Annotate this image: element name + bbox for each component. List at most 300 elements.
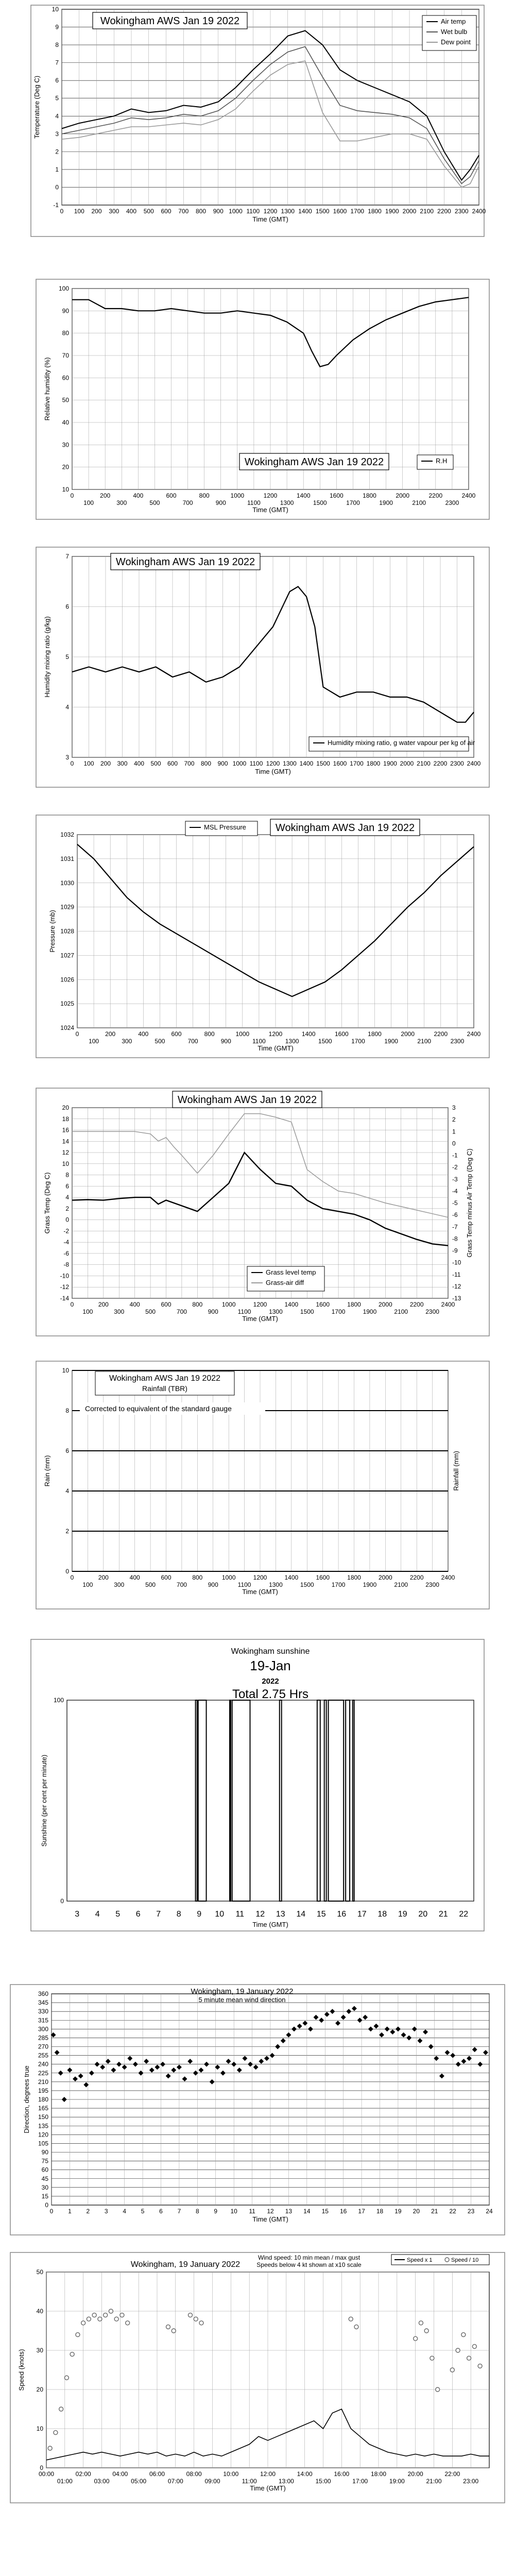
- y-tick-label: 225: [38, 2069, 48, 2077]
- gust-point: [48, 2446, 52, 2450]
- x-tick-label: 1700: [350, 760, 364, 767]
- x-tick-label: 500: [145, 1581, 156, 1588]
- x-tick-label: 2300: [450, 1038, 465, 1045]
- x-tick-label: 900: [215, 499, 226, 506]
- x-tick-label: 2100: [420, 208, 434, 215]
- y-axis-label: Grass Temp (Deg C): [43, 1172, 51, 1234]
- pressure-chart-panel: [0, 814, 515, 1059]
- x-tick-label: 18: [376, 2208, 384, 2215]
- gust-point: [92, 2313, 96, 2317]
- x-tick-label: 1000: [221, 1301, 236, 1308]
- y2-tick-label: 2: [452, 1116, 456, 1124]
- x-tick-label: 22:00: [444, 2470, 460, 2478]
- x-tick-label: 2200: [437, 208, 451, 215]
- y-tick-label: 90: [62, 307, 69, 315]
- y2-tick-label: -1: [452, 1151, 458, 1159]
- y-tick-label: 255: [38, 2052, 48, 2059]
- x-tick-label: 6: [159, 2208, 163, 2215]
- wind-direction-chart-panel: [0, 1984, 515, 2236]
- legend-entry: Dew point: [441, 38, 471, 46]
- y2-tick-label: -10: [452, 1259, 461, 1266]
- x-tick-label: 18: [377, 1910, 387, 1919]
- x-tick-label: 1600: [316, 1574, 330, 1581]
- x-tick-label: 17: [357, 1910, 367, 1919]
- x-tick-label: 100: [74, 208, 84, 215]
- gust-point: [478, 2364, 482, 2368]
- x-tick-label: 800: [199, 492, 210, 499]
- y-tick-label: 8: [65, 1171, 69, 1179]
- x-tick-label: 3: [75, 1910, 80, 1919]
- x-tick-label: 20: [413, 2208, 420, 2215]
- x-tick-label: 10: [230, 2208, 237, 2215]
- x-tick-label: 2100: [417, 760, 431, 767]
- x-tick-label: 06:00: [149, 2470, 165, 2478]
- gust-point: [98, 2317, 102, 2321]
- x-tick-label: 1800: [366, 760, 381, 767]
- gust-point: [467, 2356, 471, 2360]
- x-tick-label: 15: [321, 2208, 329, 2215]
- x-tick-label: 2300: [450, 760, 464, 767]
- x-tick-label: 300: [117, 760, 128, 767]
- x-tick-label: 1400: [299, 760, 314, 767]
- y-tick-label: 1030: [60, 879, 74, 887]
- x-tick-label: 1700: [346, 499, 360, 506]
- x-tick-label: 1900: [385, 208, 399, 215]
- x-tick-label: 2100: [417, 1038, 432, 1045]
- x-tick-label: 700: [182, 499, 193, 506]
- year-label: 2022: [262, 1677, 279, 1686]
- y-tick-label: 135: [38, 2122, 48, 2130]
- y-tick-label: 2: [55, 148, 59, 156]
- y-tick-label: 3: [55, 130, 59, 138]
- x-tick-label: 1: [68, 2208, 72, 2215]
- chart-subtitle-2: Speeds below 4 kt shown at x10 scale: [256, 2261, 362, 2268]
- gust-point: [424, 2329, 428, 2333]
- x-tick-label: 1700: [331, 1308, 346, 1315]
- y-tick-label: 10: [62, 486, 69, 493]
- y-tick-label: -8: [63, 1261, 69, 1268]
- rain-chart: [0, 1360, 515, 1610]
- y2-tick-label: -7: [452, 1223, 458, 1231]
- x-tick-label: 1300: [269, 1581, 283, 1588]
- x-tick-label: 2000: [401, 1030, 415, 1038]
- y-tick-label: 195: [38, 2087, 48, 2094]
- x-tick-label: 9: [214, 2208, 218, 2215]
- y-tick-label: 7: [65, 553, 69, 560]
- x-tick-label: 3: [104, 2208, 108, 2215]
- y-tick-label: 10: [62, 1367, 69, 1374]
- pressure-chart: [0, 814, 515, 1059]
- legend-entry: Grass level temp: [266, 1268, 316, 1276]
- x-tick-label: 1300: [281, 208, 295, 215]
- wind-direction-chart: [0, 1984, 515, 2236]
- x-tick-label: 900: [208, 1308, 218, 1315]
- gust-point: [171, 2329, 176, 2333]
- x-tick-label: 700: [178, 208, 189, 215]
- x-tick-label: 1800: [368, 208, 382, 215]
- x-tick-label: 300: [114, 1581, 125, 1588]
- mixing-ratio-chart-panel: [0, 546, 515, 788]
- x-tick-label: 100: [83, 499, 94, 506]
- y-tick-label: 2: [65, 1205, 69, 1212]
- x-tick-label: 2200: [433, 760, 448, 767]
- x-tick-label: 100: [83, 760, 94, 767]
- x-tick-label: 2400: [441, 1574, 455, 1581]
- y-tick-label: -2: [63, 1227, 69, 1235]
- x-tick-label: 1000: [229, 208, 243, 215]
- x-tick-label: 1400: [296, 492, 311, 499]
- x-tick-label: 1200: [253, 1301, 267, 1308]
- x-tick-label: 15:00: [315, 2478, 331, 2485]
- gust-point: [436, 2387, 440, 2392]
- y-tick-label: 4: [65, 703, 69, 711]
- x-tick-label: 1200: [263, 208, 278, 215]
- y-tick-label: 20: [36, 2386, 43, 2393]
- y2-tick-label: 3: [452, 1104, 456, 1111]
- y-tick-label: 100: [53, 1697, 64, 1704]
- x-tick-label: 05:00: [131, 2478, 147, 2485]
- x-tick-label: 7: [156, 1910, 161, 1919]
- y-tick-label: 1026: [60, 976, 74, 984]
- y-tick-label: 50: [36, 2268, 43, 2276]
- x-tick-label: 2400: [467, 760, 481, 767]
- x-tick-label: 2200: [409, 1301, 424, 1308]
- x-axis-label: Time (GMT): [252, 215, 288, 223]
- rain-chart-panel: [0, 1360, 515, 1610]
- x-tick-label: 11:00: [242, 2478, 257, 2485]
- y-tick-label: 1028: [60, 927, 74, 935]
- x-tick-label: 16:00: [334, 2470, 350, 2478]
- gust-point: [194, 2317, 198, 2321]
- y-tick-label: 150: [38, 2113, 48, 2121]
- x-tick-label: 100: [89, 1038, 99, 1045]
- y-tick-label: 1032: [60, 831, 74, 838]
- chart-title: Wokingham sunshine: [231, 1647, 310, 1656]
- x-tick-label: 600: [161, 1301, 171, 1308]
- x-tick-label: 400: [133, 492, 144, 499]
- y-tick-label: 18: [62, 1115, 69, 1123]
- x-tick-label: 1400: [301, 1030, 316, 1038]
- x-tick-label: 21: [438, 1910, 448, 1919]
- gust-point: [70, 2352, 74, 2357]
- humidity-chart: [0, 278, 515, 520]
- y-axis-label: Rain (mm): [43, 1455, 51, 1487]
- x-tick-label: 600: [167, 760, 178, 767]
- x-tick-label: 6: [135, 1910, 141, 1919]
- x-tick-label: 1600: [329, 492, 344, 499]
- x-tick-label: 100: [82, 1308, 93, 1315]
- y-tick-label: 20: [62, 463, 69, 471]
- x-tick-label: 700: [176, 1308, 187, 1315]
- y2-tick-label: -12: [452, 1282, 461, 1290]
- y-axis-label: Speed (knots): [18, 2349, 25, 2391]
- x-tick-label: 800: [200, 760, 212, 767]
- x-tick-label: 400: [138, 1030, 149, 1038]
- y-tick-label: 1029: [60, 903, 74, 911]
- y-tick-label: 1027: [60, 952, 74, 959]
- x-tick-label: 1200: [253, 1574, 267, 1581]
- y-tick-label: 165: [38, 2105, 48, 2112]
- y2-tick-label: -8: [452, 1235, 458, 1243]
- x-tick-label: 2200: [428, 492, 443, 499]
- y-tick-label: -10: [60, 1272, 69, 1280]
- y-tick-label: 120: [38, 2131, 48, 2139]
- x-tick-label: 17: [358, 2208, 365, 2215]
- gust-point: [87, 2317, 91, 2321]
- gust-point: [472, 2344, 476, 2348]
- y-tick-label: 3: [65, 754, 69, 761]
- x-tick-label: 9: [197, 1910, 202, 1919]
- legend-entry: R.H: [436, 457, 448, 465]
- x-tick-label: 0: [75, 1030, 79, 1038]
- x-tick-label: 1300: [283, 760, 297, 767]
- gust-point: [354, 2325, 358, 2329]
- x-tick-label: 1700: [351, 1038, 365, 1045]
- y-tick-label: 300: [38, 2025, 48, 2033]
- y-tick-label: 315: [38, 2016, 48, 2024]
- x-tick-label: 1000: [230, 492, 245, 499]
- x-tick-label: 0: [70, 492, 74, 499]
- gust-point: [109, 2309, 113, 2313]
- x-tick-label: 23: [467, 2208, 475, 2215]
- x-tick-label: 08:00: [186, 2470, 202, 2478]
- x-tick-label: 21:00: [426, 2478, 442, 2485]
- grass-temp-chart-panel: [0, 1087, 515, 1337]
- x-tick-label: 13: [276, 1910, 285, 1919]
- x-tick-label: 10: [215, 1910, 225, 1919]
- x-tick-label: 1100: [249, 760, 263, 767]
- mixing-ratio-chart: [0, 546, 515, 788]
- y-tick-label: 0: [60, 1897, 64, 1905]
- x-tick-label: 1800: [368, 1030, 382, 1038]
- x-tick-label: 15: [316, 1910, 326, 1919]
- gust-point: [59, 2407, 63, 2411]
- x-tick-label: 2300: [454, 208, 469, 215]
- y-tick-label: 9: [55, 23, 59, 31]
- x-tick-label: 23:00: [463, 2478, 479, 2485]
- x-tick-label: 1300: [285, 1038, 299, 1045]
- x-tick-label: 1300: [280, 499, 294, 506]
- x-tick-label: 200: [100, 760, 111, 767]
- y-tick-label: 5: [65, 653, 69, 660]
- y-axis-label: Sunshine (per cent per minute): [40, 1754, 48, 1847]
- x-tick-label: 1800: [347, 1574, 361, 1581]
- legend-entry: Wet bulb: [441, 28, 468, 36]
- x-tick-label: 1900: [383, 760, 397, 767]
- legend-entry: Humidity mixing ratio, g water vapour per kg of air: [328, 739, 475, 747]
- x-tick-label: 1400: [298, 208, 312, 215]
- x-tick-label: 1700: [350, 208, 365, 215]
- x-tick-label: 600: [161, 208, 171, 215]
- x-tick-label: 100: [82, 1581, 93, 1588]
- x-tick-label: 22: [449, 2208, 456, 2215]
- x-tick-label: 1400: [284, 1301, 299, 1308]
- y-tick-label: 4: [65, 1487, 69, 1495]
- x-tick-label: 2: [86, 2208, 90, 2215]
- x-tick-label: 800: [192, 1301, 203, 1308]
- y-tick-label: 5: [55, 94, 59, 102]
- y-tick-label: -6: [63, 1249, 69, 1257]
- humidity-chart-panel: [0, 278, 515, 520]
- x-tick-label: 1900: [379, 499, 393, 506]
- y-axis-label: Relative humidity (%): [43, 357, 51, 421]
- y-tick-label: 20: [62, 1104, 69, 1111]
- x-tick-label: 2300: [425, 1308, 439, 1315]
- gust-point: [166, 2325, 170, 2329]
- y-tick-label: 1: [55, 165, 59, 173]
- y-tick-label: 105: [38, 2140, 48, 2147]
- x-tick-label: 400: [129, 1301, 140, 1308]
- x-tick-label: 1200: [268, 1030, 283, 1038]
- date-label: 19-Jan: [250, 1658, 291, 1673]
- y-tick-label: 1025: [60, 1000, 74, 1008]
- x-tick-label: 0: [70, 760, 74, 767]
- y-tick-label: 45: [41, 2175, 48, 2182]
- x-tick-label: 200: [91, 208, 102, 215]
- y-tick-label: 50: [62, 396, 69, 404]
- x-tick-label: 500: [145, 1308, 156, 1315]
- total-label: Total 2.75 Hrs: [232, 1687, 309, 1701]
- x-tick-label: 1900: [363, 1308, 377, 1315]
- chart-title: Wokingham AWS Jan 19 2022: [177, 1094, 317, 1106]
- x-tick-label: 07:00: [167, 2478, 183, 2485]
- x-tick-label: 2000: [396, 492, 410, 499]
- y-tick-label: 0: [40, 2464, 43, 2471]
- x-tick-label: 19:00: [389, 2478, 405, 2485]
- x-tick-label: 20: [418, 1910, 428, 1919]
- y-tick-label: 10: [52, 6, 59, 13]
- temperature-chart: [0, 4, 515, 239]
- chart-title: Wokingham AWS Jan 19 2022: [109, 1374, 221, 1383]
- chart-title: Wokingham, 19 January 2022: [130, 2260, 241, 2269]
- x-tick-label: 1100: [247, 499, 261, 506]
- y-tick-label: 1031: [60, 855, 74, 862]
- x-tick-label: 700: [176, 1581, 187, 1588]
- chart-title: Wokingham AWS Jan 19 2022: [100, 15, 240, 27]
- x-tick-label: 700: [184, 760, 195, 767]
- x-tick-label: 300: [116, 499, 127, 506]
- y-tick-label: 8: [65, 1407, 69, 1414]
- y-tick-label: 40: [36, 2308, 43, 2315]
- x-tick-label: 1300: [269, 1308, 283, 1315]
- x-tick-label: 24: [486, 2208, 493, 2215]
- y-tick-label: 15: [41, 2192, 48, 2200]
- chart-title: Wokingham AWS Jan 19 2022: [115, 556, 255, 568]
- y-tick-label: 0: [65, 1568, 69, 1575]
- x-tick-label: 1500: [316, 760, 330, 767]
- gust-point: [419, 2321, 423, 2325]
- y2-axis-label: Grass Temp minus Air Temp (Deg C): [466, 1148, 473, 1258]
- y-tick-label: 4: [55, 112, 59, 120]
- x-tick-label: 800: [204, 1030, 215, 1038]
- x-tick-label: 1600: [316, 1301, 330, 1308]
- y-tick-label: 70: [62, 352, 69, 359]
- y2-tick-label: -6: [452, 1211, 458, 1219]
- x-tick-label: 200: [100, 492, 111, 499]
- y-tick-label: 0: [45, 2201, 48, 2209]
- x-tick-label: 300: [109, 208, 119, 215]
- gust-point: [199, 2321, 203, 2325]
- gust-point: [430, 2356, 434, 2360]
- x-tick-label: 1600: [333, 208, 347, 215]
- y-tick-label: 16: [62, 1126, 69, 1134]
- x-tick-label: 2100: [394, 1308, 408, 1315]
- legend-box: [417, 455, 453, 469]
- x-tick-label: 900: [220, 1038, 231, 1045]
- x-tick-label: 1600: [334, 1030, 349, 1038]
- y-tick-label: 6: [65, 1182, 69, 1190]
- x-tick-label: 13: [285, 2208, 293, 2215]
- y-tick-label: 60: [41, 2166, 48, 2174]
- wind-speed-chart-panel: [0, 2251, 515, 2504]
- gust-point: [104, 2313, 108, 2317]
- y-tick-label: 285: [38, 2034, 48, 2042]
- x-axis-label: Time (GMT): [252, 506, 288, 514]
- x-tick-label: 1000: [235, 1030, 250, 1038]
- y2-tick-label: 1: [452, 1128, 456, 1136]
- y-tick-label: 2: [65, 1528, 69, 1535]
- x-tick-label: 12: [255, 1910, 265, 1919]
- x-tick-label: 19: [394, 2208, 402, 2215]
- y-tick-label: 80: [62, 329, 69, 337]
- x-tick-label: 600: [171, 1030, 182, 1038]
- x-tick-label: 1000: [221, 1574, 236, 1581]
- x-tick-label: 2400: [441, 1301, 455, 1308]
- x-tick-label: 18:00: [370, 2470, 387, 2478]
- y-tick-label: 30: [36, 2347, 43, 2354]
- x-tick-label: 600: [161, 1574, 171, 1581]
- x-tick-label: 1700: [331, 1581, 346, 1588]
- legend-entry: Air temp: [441, 18, 466, 25]
- x-tick-label: 1500: [300, 1308, 314, 1315]
- x-tick-label: 8: [195, 2208, 199, 2215]
- y-tick-label: 90: [41, 2148, 48, 2156]
- x-tick-label: 14:00: [297, 2470, 313, 2478]
- x-tick-label: 2000: [402, 208, 417, 215]
- x-tick-label: 1200: [266, 760, 280, 767]
- gust-point: [450, 2368, 454, 2372]
- x-tick-label: 0: [70, 1574, 74, 1581]
- x-tick-label: 200: [98, 1574, 109, 1581]
- y-tick-label: 240: [38, 2060, 48, 2068]
- chart-title: Wokingham AWS Jan 19 2022: [275, 822, 415, 834]
- x-tick-label: 500: [150, 760, 161, 767]
- y2-tick-label: -9: [452, 1247, 458, 1255]
- x-tick-label: 1100: [252, 1038, 266, 1045]
- x-axis-label: Time (GMT): [242, 1315, 278, 1323]
- gust-point: [349, 2317, 353, 2321]
- gust-point: [414, 2336, 418, 2341]
- x-tick-label: 400: [129, 1574, 140, 1581]
- x-tick-label: 2300: [445, 499, 459, 506]
- chart-note: Corrected to equivalent of the standard gauge: [85, 1404, 232, 1413]
- x-tick-label: 2300: [425, 1581, 439, 1588]
- x-tick-label: 800: [195, 208, 207, 215]
- chart-title: Wokingham AWS Jan 19 2022: [244, 456, 384, 468]
- x-tick-label: 900: [208, 1581, 218, 1588]
- chart-subtitle: Rainfall (TBR): [142, 1384, 187, 1393]
- x-tick-label: 1600: [333, 760, 347, 767]
- y-tick-label: 30: [41, 2183, 48, 2191]
- gust-point: [81, 2321, 85, 2325]
- wind-speed-chart: [0, 2251, 515, 2504]
- x-axis-label: Time (GMT): [252, 1921, 288, 1928]
- plot-area: [67, 1700, 474, 1901]
- x-tick-label: 14: [303, 2208, 311, 2215]
- x-tick-label: 4: [123, 2208, 127, 2215]
- x-tick-label: 12: [267, 2208, 274, 2215]
- legend-entry: MSL Pressure: [204, 823, 246, 831]
